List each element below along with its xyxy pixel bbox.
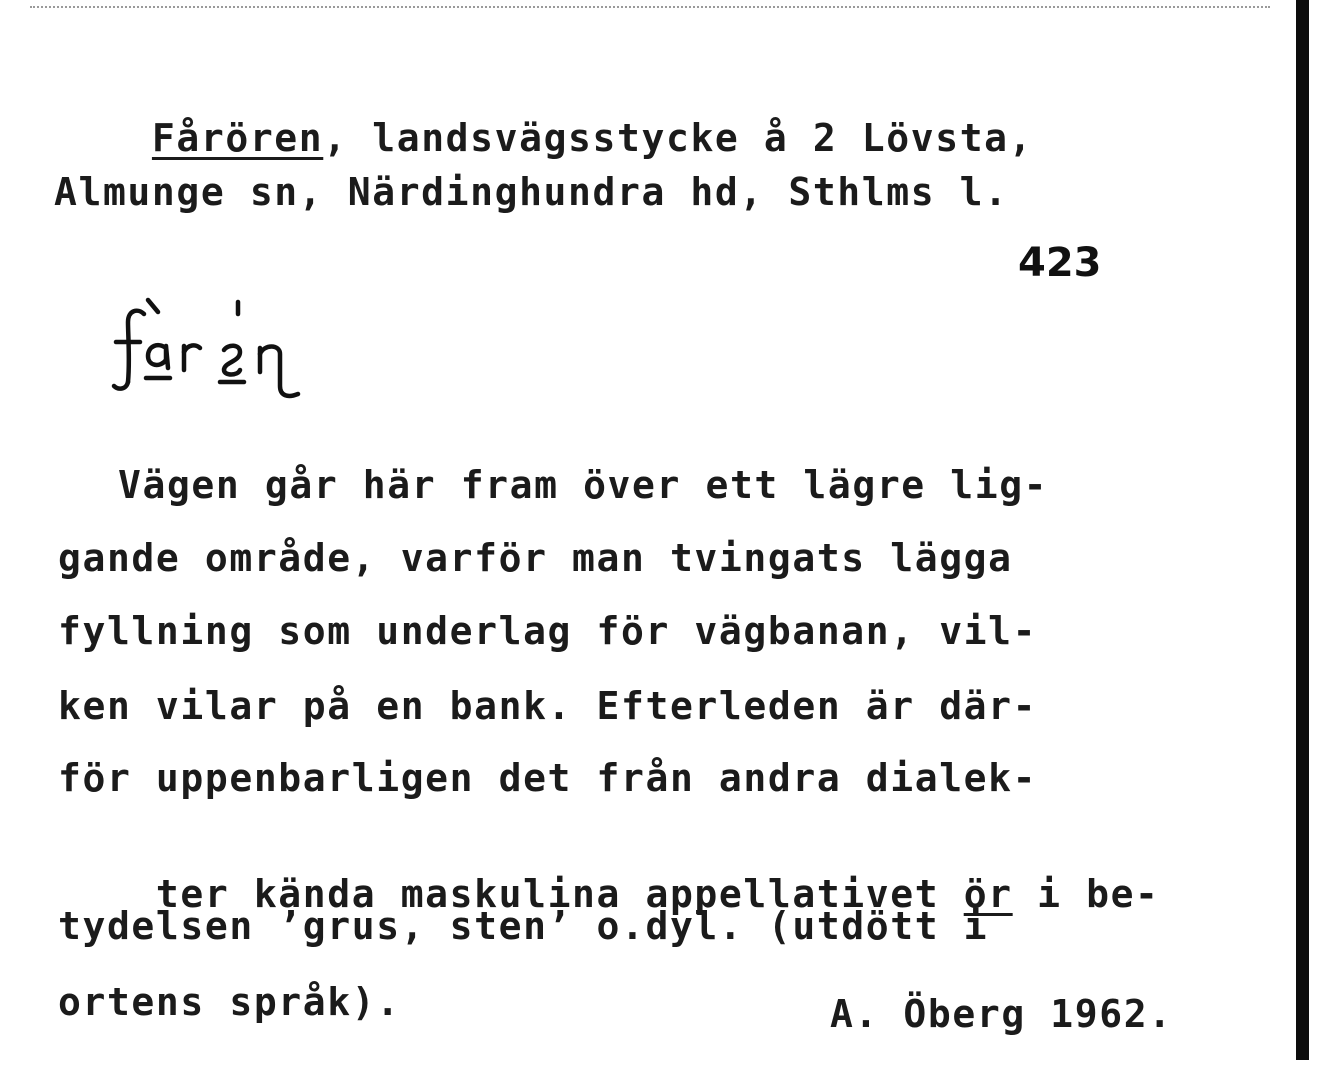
card-top-edge (30, 6, 1270, 8)
body-line-3: fyllning som underlag för vägbanan, vil- (58, 609, 1038, 653)
phonetic-transcription (108, 290, 328, 410)
body-line-6-end: i be- (1012, 872, 1160, 916)
place-name: Fårören (151, 116, 324, 160)
body-line-1: Vägen går här fram över ett lägre lig- (118, 463, 1049, 507)
body-line-6-start: ter kända maskulina appellativet (155, 872, 964, 916)
card-right-edge (1296, 0, 1309, 1060)
signature: A. Öberg 1962. (830, 992, 1173, 1036)
body-line-7: tydelsen ’grus, sten’ o.dyl. (utdött i (58, 904, 989, 948)
body-line-8: ortens språk). (58, 980, 401, 1024)
body-line-4: ken vilar på en bank. Efterleden är där- (58, 684, 1038, 728)
heading-rest: , landsvägsstycke å 2 Lövsta, (323, 116, 1034, 160)
body-line-5: för uppenbarligen det från andra dialek- (58, 756, 1038, 800)
heading-line-2: Almunge sn, Närdinghundra hd, Sthlms l. (54, 170, 1009, 214)
body-line-2: gande område, varför man tvingats lägga (58, 536, 1013, 580)
word-or: ör (963, 872, 1013, 916)
card-number: 423 (1018, 240, 1102, 286)
